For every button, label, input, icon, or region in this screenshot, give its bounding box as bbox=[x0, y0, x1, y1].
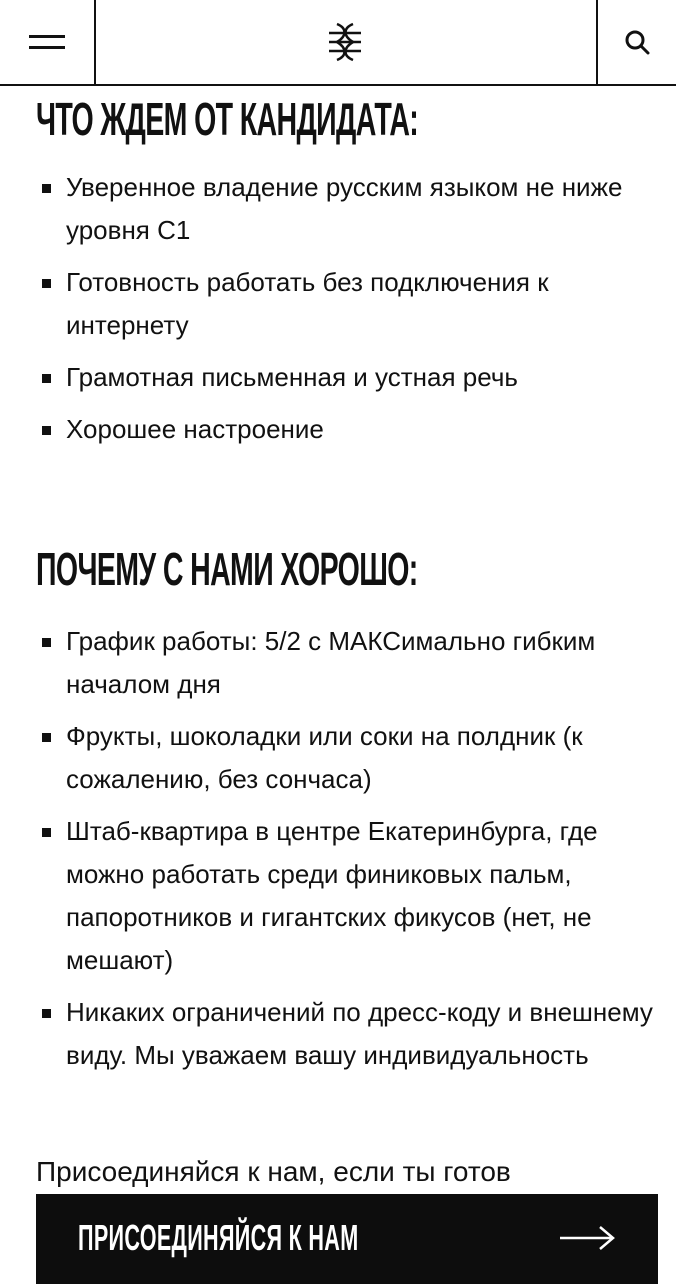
menu-button[interactable] bbox=[0, 0, 96, 84]
list-item-text: Хорошее настроение bbox=[66, 414, 324, 444]
list-item-text: Никаких ограничений по дресс-коду и внешнему виду. Мы уважаем вашу индивидуальность bbox=[66, 997, 653, 1070]
list-item bbox=[36, 620, 658, 706]
search-button[interactable] bbox=[596, 0, 676, 84]
requirements-list bbox=[36, 166, 658, 460]
list-item-text: Уверенное владение русским языком не ниже уровня С1 bbox=[66, 172, 623, 245]
list-item-text: Грамотная письменная и устная речь bbox=[66, 362, 518, 392]
bullet-marker bbox=[42, 279, 51, 288]
search-icon bbox=[624, 29, 650, 55]
bullet-marker bbox=[42, 733, 51, 742]
bullet-marker bbox=[42, 374, 51, 383]
list-item-text: Готовность работать без подключения к интернету bbox=[66, 267, 549, 340]
bullet-marker bbox=[42, 638, 51, 647]
join-us-button-label: ПРИСОЕДИНЯЙСЯ К НАМ bbox=[78, 1217, 359, 1258]
list-item bbox=[36, 810, 658, 982]
list-item-text: Штаб-квартира в центре Екатеринбурга, где можно работать среди финиковых пальм, папоротников и гигантских фикусов (нет, не мешают) bbox=[66, 816, 598, 975]
list-item bbox=[36, 715, 658, 801]
bullet-marker bbox=[42, 828, 51, 837]
bullet-marker bbox=[42, 184, 51, 193]
list-item bbox=[36, 166, 658, 252]
join-text: Присоединяйся к нам, если ты готов bbox=[36, 1156, 511, 1187]
list-item bbox=[36, 356, 658, 399]
list-item-text: Фрукты, шоколадки или соки на полдник (к сожалению, без сончаса) bbox=[66, 721, 583, 794]
list-item bbox=[36, 408, 658, 451]
top-header bbox=[0, 0, 676, 86]
join-us-button[interactable] bbox=[36, 1194, 658, 1284]
benefits-list bbox=[36, 620, 658, 1086]
list-item bbox=[36, 261, 658, 347]
bullet-marker bbox=[42, 426, 51, 435]
logo[interactable] bbox=[323, 20, 367, 64]
bullet-marker bbox=[42, 1009, 51, 1018]
logo-icon bbox=[323, 20, 367, 64]
section-heading-requirements: ЧТО ЖДЕМ ОТ КАНДИДАТА: bbox=[36, 93, 419, 145]
list-item bbox=[36, 991, 658, 1077]
hamburger-menu-icon bbox=[29, 32, 65, 52]
arrow-right-icon bbox=[560, 1224, 616, 1252]
section-heading-benefits: ПОЧЕМУ С НАМИ ХОРОШО: bbox=[36, 543, 418, 595]
list-item-text: График работы: 5/2 с МАКСимально гибким началом дня bbox=[66, 626, 596, 699]
